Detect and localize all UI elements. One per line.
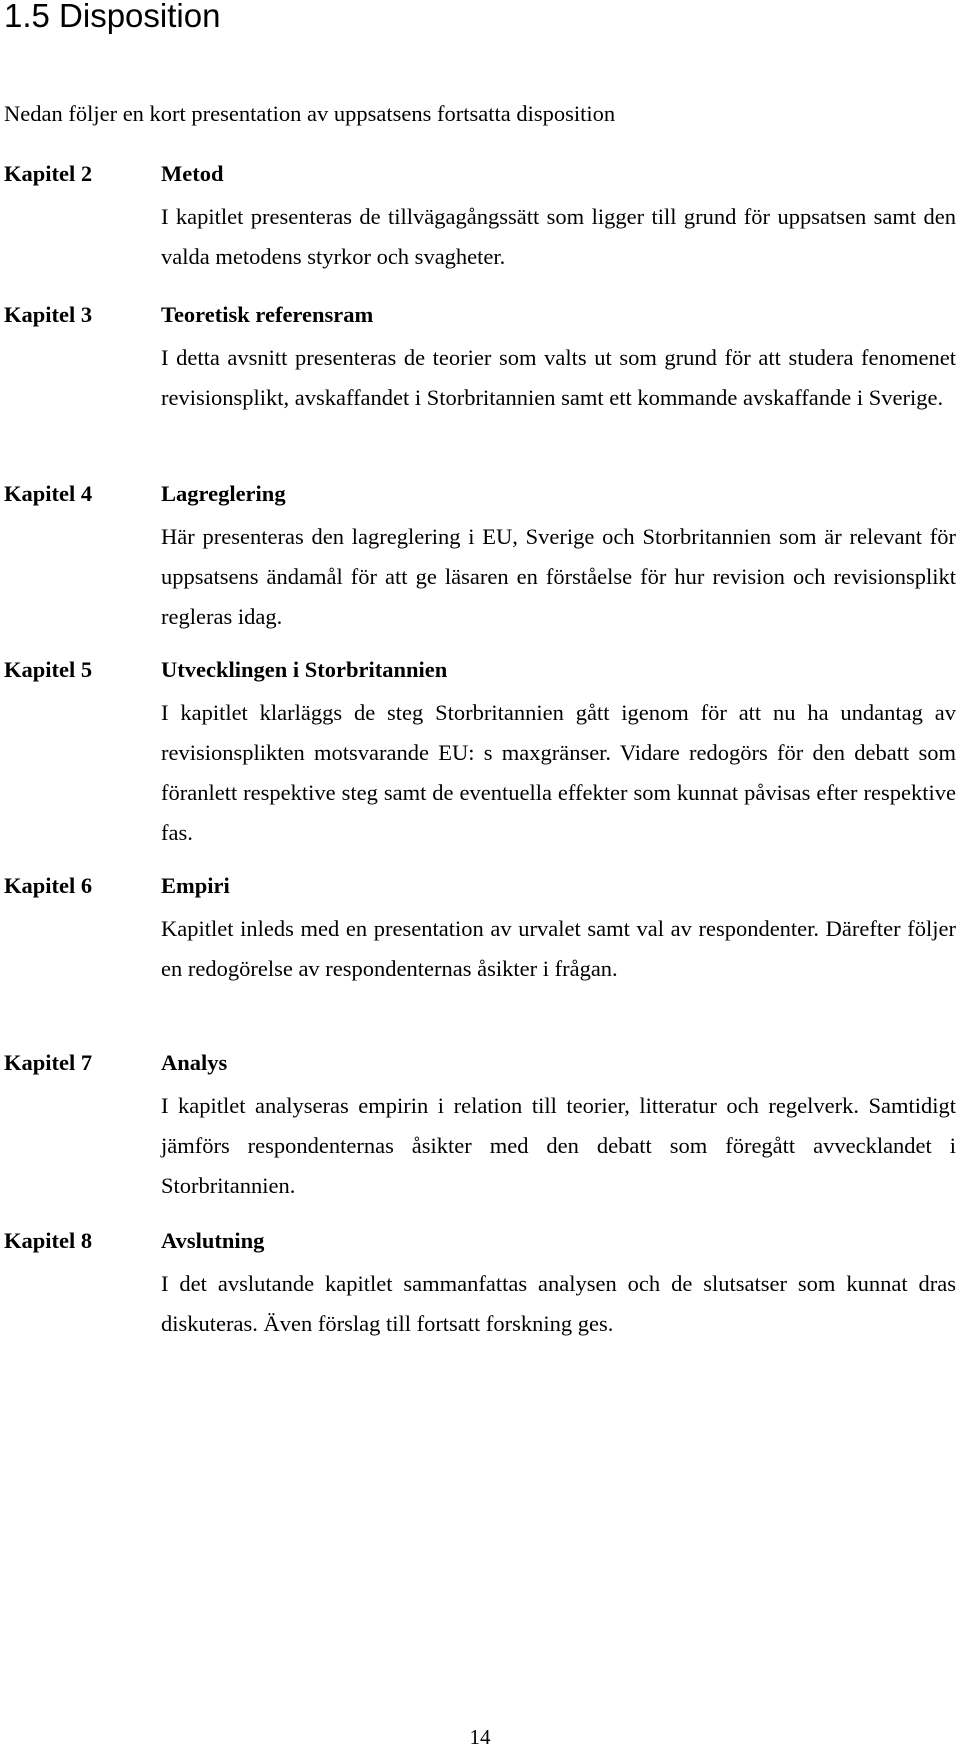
chapter-body [161, 1224, 956, 1344]
chapter-label: Kapitel 2 [4, 161, 93, 186]
page-number: 14 [469, 1725, 491, 1749]
chapter-title: Avslutning [161, 1228, 265, 1253]
chapter-title: Utvecklingen i Storbritannien [161, 657, 448, 682]
chapter-title: Metod [161, 161, 224, 186]
chapter-description: I kapitlet analyseras empirin i relation till teorier, litteratur och regelverk. Samtidigt jämförs respondenternas åsikter med den debatt som föregått avvecklandet i Storbritannien. [161, 1093, 956, 1198]
chapter-label: Kapitel 3 [4, 302, 93, 327]
chapter-description: Kapitlet inleds med en presentation av urvalet samt val av respondenter. Därefter följer en redogörelse av respondenternas åsikter i frågan. [161, 916, 956, 981]
chapter-body [161, 1046, 956, 1206]
chapter-label: Kapitel 4 [4, 481, 93, 506]
chapter-label: Kapitel 5 [4, 657, 93, 682]
chapter-label: Kapitel 7 [4, 1050, 93, 1075]
chapter-title: Teoretisk referensram [161, 302, 374, 327]
chapter-description: I det avslutande kapitlet sammanfattas analysen och de slutsatser som kunnat dras diskuteras. Även förslag till fortsatt forskning ges. [161, 1271, 956, 1336]
chapter-body [161, 477, 956, 637]
chapter-title: Lagreglering [161, 481, 286, 506]
chapter-title: Analys [161, 1050, 228, 1075]
chapter-body [161, 653, 956, 853]
chapter-description: I kapitlet presenteras de tillvägagångssätt som ligger till grund för uppsatsen samt den valda metodens styrkor och svagheter. [161, 204, 956, 269]
intro-paragraph: Nedan följer en kort presentation av uppsatsens fortsatta disposition [4, 101, 616, 126]
chapter-title: Empiri [161, 873, 230, 898]
chapter-body [161, 298, 956, 418]
chapter-body [161, 157, 956, 277]
chapter-description: Här presenteras den lagreglering i EU, Sverige och Storbritannien som är relevant för uppsatsens ändamål för att ge läsaren en förståelse för hur revision och revisionsplikt regleras idag. [161, 524, 956, 629]
chapter-description: I kapitlet klarläggs de steg Storbritannien gått igenom för att nu ha undantag av revisionsplikten motsvarande EU: s maxgränser. Vidare redogörs för den debatt som föranlett respektive steg samt de eventuella effekter som kunnat påvisas efter respektive fas. [161, 700, 956, 845]
chapter-label: Kapitel 8 [4, 1228, 93, 1253]
chapter-body [161, 869, 956, 989]
section-heading: 1.5 Disposition [4, 0, 221, 34]
chapter-label: Kapitel 6 [4, 873, 93, 898]
chapter-description: I detta avsnitt presenteras de teorier som valts ut som grund för att studera fenomenet revisionsplikt, avskaffandet i Storbritannien samt ett kommande avskaffande i Sverige. [161, 345, 956, 410]
